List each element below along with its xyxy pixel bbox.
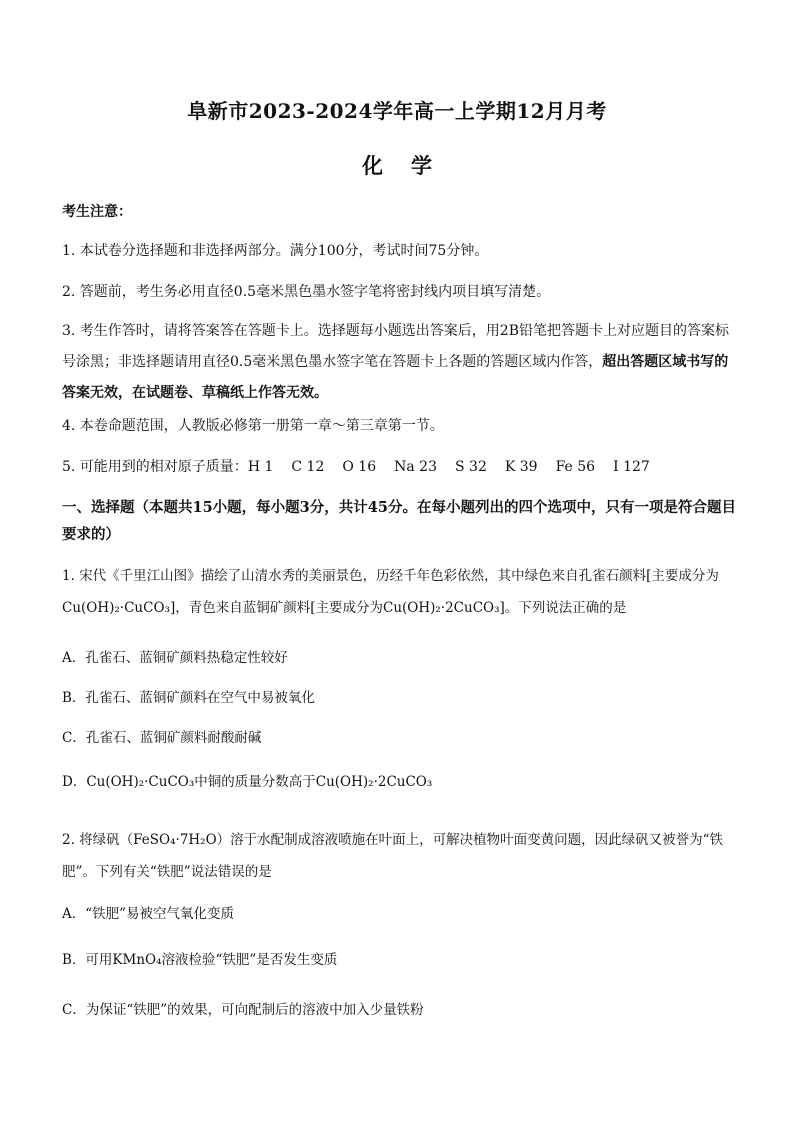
q1-option-b: B．孔雀石、蓝铜矿颜料在空气中易被氧化 xyxy=(62,690,315,706)
q2-formula: FeSO₄·7H₂O xyxy=(133,832,217,848)
q2-option-b-b: 溶液检验“铁肥”是否发生变质 xyxy=(161,952,338,968)
notice-heading: 考生注意： xyxy=(62,204,132,220)
q2-stem-a: 2. 将绿矾（ xyxy=(62,832,134,848)
q1-stem-c: ]。下列说法正确的是 xyxy=(499,600,627,616)
notice-item-2: 2. 答题前，考生务必用直径0.5毫米黑色墨水签字笔将密封线内项目填写清楚。 xyxy=(62,284,551,300)
question-1-stem xyxy=(62,560,737,624)
atomic-mass-o: O 16 xyxy=(342,459,377,475)
q2-stem-b: ）溶于水配制成溶液喷施在叶面上，可解决植物叶面变黄问题，因此绿矾又被誉为“铁肥”。下列有关“铁肥”说法错误的是 xyxy=(62,832,724,880)
notice-item-3-text: 3. 考生作答时，请将答案答在答题卡上。选择题每小题选出答案后，用2B铅笔把答题卡上对应题目的答案标号涂黑；非选择题请用直径0.5毫米黑色墨水签字笔在答题卡上各题的答题区域内作答， xyxy=(62,323,730,370)
q1-stem-b: ]，青色来自蓝铜矿颜料[主要成分为 xyxy=(169,600,383,616)
q2-option-a: A．“铁肥”易被空气氧化变质 xyxy=(62,906,235,922)
notice-item-4: 4. 本卷命题范围，人教版必修第一册第一章～第三章第一节。 xyxy=(62,418,444,434)
atomic-mass-fe: Fe 56 xyxy=(555,459,596,475)
q2-option-b-formula: KMnO₄ xyxy=(112,952,162,968)
question-2-stem xyxy=(62,824,737,888)
q1-option-d xyxy=(62,772,734,792)
atomic-mass-na: Na 23 xyxy=(394,459,437,475)
atomic-mass-k: K 39 xyxy=(504,459,538,475)
subject-title: 化学 xyxy=(362,153,460,178)
exam-title: 阜新市2023-2024学年高一上学期12月月考 xyxy=(187,99,607,123)
atomic-mass-label: 5. 可能用到的相对原子质量： xyxy=(62,459,248,475)
q1-formula-b: Cu(OH)₂·2CuCO₃ xyxy=(382,600,500,616)
atomic-mass-s: S 32 xyxy=(455,459,487,475)
notice-item-3-bold: 超出答题区域书写的答案无效，在试题卷、草稿纸上作答无效。 xyxy=(62,354,729,401)
atomic-mass-c: C 12 xyxy=(291,459,325,475)
q1-formula-a: Cu(OH)₂·CuCO₃ xyxy=(62,600,170,616)
q1-stem-a: 1. 宋代《千里江山图》描绘了山清水秀的美丽景色，历经千年色彩依然，其中绿色来自孔雀石颜料[主要成分为 xyxy=(62,568,719,584)
q1-option-d-label: D． xyxy=(62,774,87,790)
section-1-heading: 一、选择题（本题共15小题，每小题3分，共计45分。在每小题列出的四个选项中，只有一项是符合题目要求的） xyxy=(62,499,736,543)
q1-option-d-formula-a: Cu(OH)₂·CuCO₃ xyxy=(86,774,195,790)
q1-option-d-mid: 中铜的质量分数高于 xyxy=(194,774,316,790)
notice-item-3 xyxy=(62,316,737,409)
q1-option-d-formula-b: Cu(OH)₂·2CuCO₃ xyxy=(315,774,433,790)
q2-option-c: C．为保证“铁肥”的效果，可向配制后的溶液中加入少量铁粉 xyxy=(62,1002,424,1018)
q2-option-b xyxy=(62,950,734,970)
q1-option-a: A．孔雀石、蓝铜矿颜料热稳定性较好 xyxy=(62,650,288,666)
atomic-mass-h: H 1 xyxy=(247,459,274,475)
q2-option-b-a: B．可用 xyxy=(62,952,113,968)
q1-option-c: C．孔雀石、蓝铜矿颜料耐酸耐碱 xyxy=(62,730,262,746)
atomic-mass-line xyxy=(62,457,734,477)
atomic-mass-i: I 127 xyxy=(613,459,650,475)
notice-item-1: 1. 本试卷分选择题和非选择两部分。满分100分，考试时间75分钟。 xyxy=(62,243,489,259)
